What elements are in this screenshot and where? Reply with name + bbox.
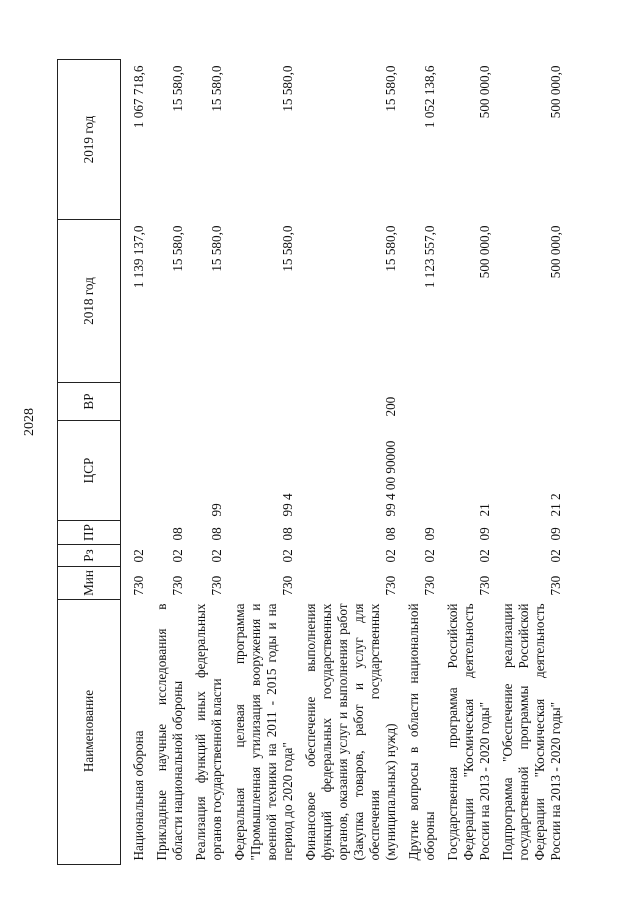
row-min: 730 <box>280 575 295 596</box>
row-pr: 09 <box>477 527 492 541</box>
row-2019: 1 067 718,6 <box>131 65 146 129</box>
row-rz: 02 <box>170 549 185 563</box>
row-vr <box>190 383 229 421</box>
row-2018: 15 580,0 <box>209 225 224 272</box>
table-row <box>229 60 300 865</box>
row-name: Федеральная целевая программа "Промышленная утилизация вооружения и военной техники на 2011 - 2015 годы и на период до 2020 года" <box>232 603 295 861</box>
row-csr: 99 <box>209 503 224 517</box>
table-row <box>121 60 152 865</box>
budget-table-rotated <box>57 60 622 865</box>
row-2018: 15 580,0 <box>170 225 185 272</box>
row-2019: 500 000,0 <box>548 65 563 119</box>
header-vr: ВР <box>58 383 121 421</box>
row-rz: 02 <box>280 549 295 563</box>
row-name: Государственная программа Российской Федерации "Космическая деятельность России на 2013 - 2020 годы" <box>445 603 492 861</box>
row-2018: 15 580,0 <box>383 225 398 272</box>
row-min: 730 <box>422 575 437 596</box>
row-name: Реализация функций иных федеральных органов государственной власти <box>193 603 224 861</box>
row-name: Национальная оборона <box>131 730 146 861</box>
header-2019: 2019 год <box>58 60 121 220</box>
row-min: 730 <box>383 575 398 596</box>
row-name: Подпрограмма "Обеспечение реализации государственной программы Российской Федерации "Космическая деятельность России на 2013 - 2020 годы" <box>500 603 563 861</box>
table-row <box>151 60 190 865</box>
row-pr: 08 <box>209 527 224 541</box>
row-csr <box>403 421 442 521</box>
row-pr <box>121 521 152 545</box>
row-min: 730 <box>131 575 146 596</box>
row-min: 730 <box>477 575 492 596</box>
row-rz: 02 <box>209 549 224 563</box>
row-pr: 08 <box>383 527 398 541</box>
row-vr <box>229 383 300 421</box>
header-name: Наименование <box>58 600 121 865</box>
row-2019: 15 580,0 <box>383 65 398 112</box>
row-csr: 21 2 <box>548 493 563 517</box>
row-csr <box>121 421 152 521</box>
row-2018: 500 000,0 <box>477 225 492 279</box>
row-name: Прикладные научные исследования в области национальной обороны <box>154 603 185 861</box>
row-vr <box>442 383 497 421</box>
row-pr: 08 <box>170 527 185 541</box>
row-vr: 200 <box>383 396 398 417</box>
row-csr: 99 4 <box>280 493 295 517</box>
table-row <box>403 60 442 865</box>
row-vr <box>151 383 190 421</box>
row-rz: 02 <box>131 549 146 563</box>
table-row <box>300 60 403 865</box>
row-2018: 1 123 557,0 <box>422 225 437 289</box>
row-vr <box>403 383 442 421</box>
header-2018: 2018 год <box>58 220 121 383</box>
header-rz: Рз <box>58 545 121 567</box>
row-rz: 02 <box>383 549 398 563</box>
row-min: 730 <box>548 575 563 596</box>
page-number: 2028 <box>22 408 37 436</box>
row-2019: 1 052 138,6 <box>422 65 437 129</box>
row-2018: 1 139 137,0 <box>131 225 146 289</box>
row-rz: 02 <box>548 549 563 563</box>
row-rz: 02 <box>477 549 492 563</box>
row-2018: 500 000,0 <box>548 225 563 279</box>
row-csr <box>151 421 190 521</box>
row-2018: 15 580,0 <box>280 225 295 272</box>
row-vr <box>497 383 568 421</box>
table-header-row <box>58 60 121 865</box>
header-min: Мин <box>58 567 121 600</box>
row-pr: 09 <box>548 527 563 541</box>
row-pr: 09 <box>422 527 437 541</box>
table-row <box>497 60 568 865</box>
table-row <box>190 60 229 865</box>
row-2019: 15 580,0 <box>280 65 295 112</box>
budget-table <box>57 59 568 865</box>
row-min: 730 <box>209 575 224 596</box>
row-csr: 21 <box>477 503 492 517</box>
table-row <box>442 60 497 865</box>
row-min: 730 <box>170 575 185 596</box>
header-pr: ПР <box>58 521 121 545</box>
row-2019: 15 580,0 <box>209 65 224 112</box>
header-csr: ЦСР <box>58 421 121 521</box>
row-pr: 08 <box>280 527 295 541</box>
row-2019: 500 000,0 <box>477 65 492 119</box>
row-vr <box>121 383 152 421</box>
row-csr: 99 4 00 90000 <box>383 440 398 517</box>
row-name: Финансовое обеспечение выполнения функций федеральных государственных органов, оказания услуг и выполнения работ (Закупка товаров, работ и услуг для обеспечения государственных (муниципальных) нужд) <box>303 603 398 861</box>
row-2019: 15 580,0 <box>170 65 185 112</box>
row-name: Другие вопросы в области национальной обороны <box>406 603 437 861</box>
row-rz: 02 <box>422 549 437 563</box>
